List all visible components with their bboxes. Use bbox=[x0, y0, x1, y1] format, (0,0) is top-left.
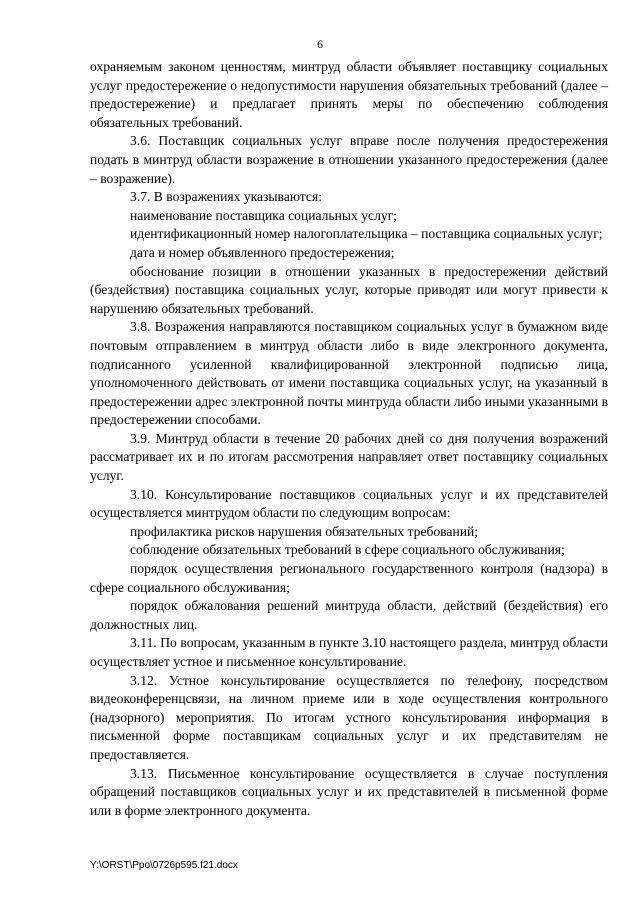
paragraph: 3.6. Поставщик социальных услуг вправе после получения предостережения подать в минтруд области возражение в отношении указанного предостережения (далее – возражение). bbox=[90, 133, 608, 186]
paragraph: 3.8. Возражения направляются поставщиком социальных услуг в бумажном виде почтовым отправлением в минтруд области либо в виде электронного документа, подписанного усиленной квалифицированной электронной подписью лица, уполномоченного действовать от имени поставщика социальных услуг, на указанный в предостережении адрес электронной почты минтруда области либо иными указанными в предостережении способами. bbox=[90, 319, 608, 428]
footer-file-path: Y:\ORST\Ppo\0726p595.f21.docx bbox=[90, 860, 238, 871]
paragraph: 3.13. Письменное консультирование осуществляется в случае поступления обращений поставщиков социальных услуг и их представителей в письменной форме или в форме электронного документа. bbox=[90, 765, 608, 818]
document-body bbox=[90, 58, 608, 820]
list-item: профилактика рисков нарушения обязательных требований; bbox=[130, 523, 479, 539]
paragraph: 3.10. Консультирование поставщиков социальных услуг и их представителей осуществляется минтрудом области по следующим вопросам: bbox=[90, 486, 608, 521]
paragraph: 3.12. Устное консультирование осуществляется по телефону, посредством видеоконференцсвязи, на личном приеме или в ходе осуществления контрольного (надзорного) мероприятия. По итогам устного консультирования информация в письменной форме поставщикам социальных услуг и их представителям не предоставляется. bbox=[90, 672, 608, 762]
list-item: порядок осуществления регионального государственного контроля (надзора) в сфере социального обслуживания; bbox=[90, 561, 608, 595]
list-item: наименование поставщика социальных услуг; bbox=[130, 207, 398, 223]
list-item: дата и номер объявленного предостережения; bbox=[130, 244, 395, 260]
paragraph: охраняемым законом ценностям, минтруд области объявляет поставщику социальных услуг предостережение о недопустимости нарушения обязательных требований (далее – предостережение) и предлагает принять меры по обеспечению соблюдения обязательных требований. bbox=[90, 59, 608, 130]
paragraph: 3.7. В возражениях указываются: bbox=[130, 189, 322, 205]
list-item: обоснование позиции в отношении указанных в предостережении действий (бездействия) поставщика социальных услуг, которые приводят или могут привести к нарушению обязательных требований. bbox=[90, 263, 608, 316]
list-item: порядок обжалования решений минтруда области, действий (бездействия) его должностных лиц. bbox=[90, 598, 608, 632]
paragraph: 3.9. Минтруд области в течение 20 рабочих дней со дня получения возражений рассматривает их и по итогам рассмотрения направляет ответ поставщику социальных услуг. bbox=[90, 430, 608, 484]
paragraph: 3.11. По вопросам, указанным в пункте 3.10 настоящего раздела, минтруд области осуществляет устное и письменное консультирование. bbox=[90, 635, 608, 669]
page-number: 6 bbox=[317, 37, 323, 51]
list-item: идентификационный номер налогоплательщика – поставщика социальных услуг; bbox=[130, 226, 603, 242]
list-item: соблюдение обязательных требований в сфере социального обслуживания; bbox=[130, 542, 565, 558]
